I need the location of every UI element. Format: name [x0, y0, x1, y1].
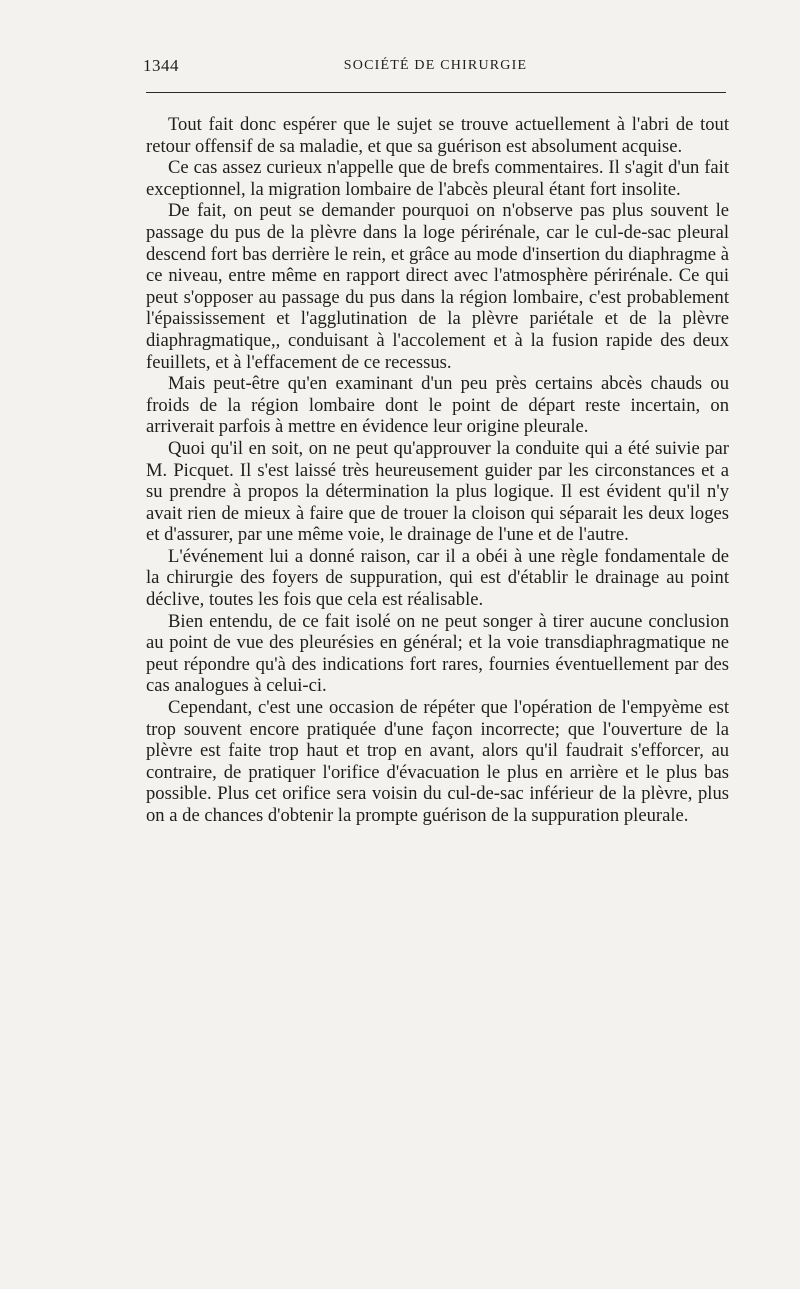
paragraph: Mais peut-être qu'en examinant d'un peu près certains abcès chauds ou froids de la région lombaire dont le point de départ reste incertain, on arriverait parfois à mettre en évidence leur origine pleurale.: [146, 373, 729, 438]
running-head: SOCIÉTÉ DE CHIRURGIE: [343, 58, 528, 73]
paragraph: Cependant, c'est une occasion de répéter que l'opération de l'empyème est trop souvent encore pratiquée d'une façon incorrecte; que l'ouverture de la plèvre est faite trop haut et trop en avant, alors qu'il faudrait s'efforcer, au contraire, de pratiquer l'orifice d'évacuation le plus en arrière et le plus bas possible. Plus cet orifice sera voisin du cul-de-sac inférieur de la plèvre, plus on a de chances d'obtenir la prompte guérison de la suppuration pleurale.: [146, 697, 729, 826]
page-header: [143, 56, 728, 86]
paragraph: De fait, on peut se demander pourquoi on n'observe pas plus souvent le passage du pus de la plèvre dans la loge périrénale, car le cul-de-sac pleural descend fort bas derrière le rein, et grâce au mode d'insertion du diaphragme à ce niveau, entre même en rapport direct avec l'atmosphère périrénale. Ce qui peut s'opposer au passage du pus dans la région lombaire, c'est probablement l'épaississement et l'agglutination de la plèvre pariétale et de la plèvre diaphragmatique,, conduisant à l'accolement et à la fusion rapide des deux feuillets, et à l'effacement de ce recessus.: [146, 200, 729, 373]
page-number: 1344: [143, 56, 179, 75]
paragraph: Quoi qu'il en soit, on ne peut qu'approuver la conduite qui a été suivie par M. Picquet. Il s'est laissé très heureusement guider par les circonstances et a su prendre à propos la détermination la plus logique. Il est évident qu'il n'y avait rien de mieux à faire que de trouer la cloison qui séparait les deux loges et d'assurer, par une même voie, le drainage de l'une et de l'autre.: [146, 437, 729, 546]
body-text: [146, 114, 729, 827]
paragraph: Bien entendu, de ce fait isolé on ne peut songer à tirer aucune conclusion au point de vue des pleurésies en général; et la voie transdiaphragmatique ne peut répondre qu'à des indications fort rares, fournies éventuellement par des cas analogues à celui-ci.: [146, 610, 729, 697]
paragraph: Tout fait donc espérer que le sujet se trouve actuellement à l'abri de tout retour offensif de sa maladie, et que sa guérison est absolument acquise.: [146, 114, 729, 157]
paragraph: L'événement lui a donné raison, car il a obéi à une règle fondamentale de la chirurgie des foyers de suppuration, qui est d'établir le drainage au point déclive, toutes les fois que cela est réalisable.: [146, 545, 729, 611]
paragraph: Ce cas assez curieux n'appelle que de brefs commentaires. Il s'agit d'un fait exceptionnel, la migration lombaire de l'abcès pleural étant fort insolite.: [146, 157, 729, 200]
header-rule: [146, 92, 726, 93]
